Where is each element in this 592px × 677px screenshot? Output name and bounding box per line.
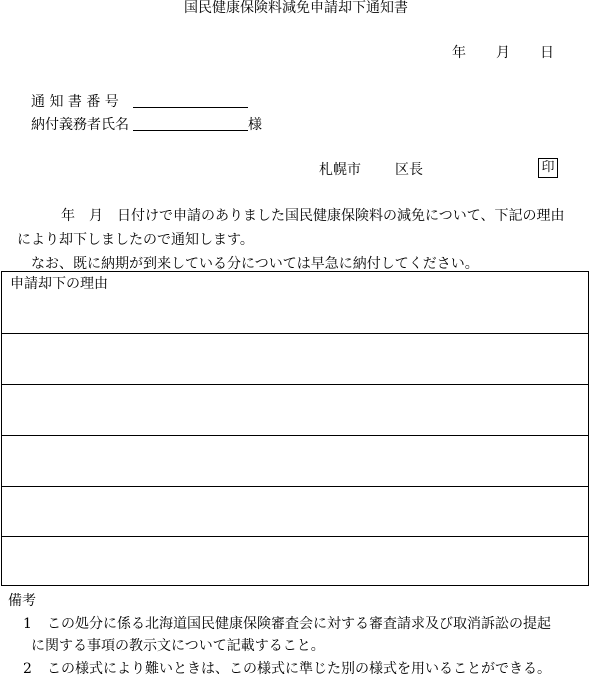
reason-row-divider <box>2 384 588 385</box>
reason-row-divider <box>2 435 588 436</box>
body-line-3: なお、既に納期が到来している分については早急に納付してください。 <box>31 256 479 272</box>
honorific-label: 様 <box>248 117 262 133</box>
reason-box-header: 申請却下の理由 <box>10 276 108 292</box>
reason-row-divider <box>2 486 588 487</box>
notice-number-field <box>133 107 248 108</box>
notice-number-label: 通 知 書 番 号 <box>31 94 119 110</box>
issuer-ward-chief: 区長 <box>395 162 423 178</box>
body-line-1: 年 月 日付けで申請のありました国民健康保険料の減免について、下記の理由 <box>61 208 565 224</box>
payer-name-field <box>133 130 248 131</box>
official-seal-box: 印 <box>538 158 558 178</box>
remarks-heading: 備考 <box>8 593 36 609</box>
payer-name-label: 納付義務者氏名 <box>31 117 129 133</box>
date-month-label: 月 <box>496 45 510 61</box>
date-day-label: 日 <box>540 45 554 61</box>
date-year-label: 年 <box>452 45 466 61</box>
remark-2-number: 2 <box>23 661 32 677</box>
remark-1-line-2: に関する事項の教示文について記載すること。 <box>31 638 325 654</box>
remark-1-number: 1 <box>23 616 32 632</box>
reason-box <box>1 271 589 586</box>
reason-row-divider <box>2 333 588 334</box>
body-line-2: により却下しましたので通知します。 <box>17 232 254 248</box>
issuer-city: 札幌市 <box>319 162 361 178</box>
page-title: 国民健康保険料減免申請却下通知書 <box>184 0 408 16</box>
remark-2-line-1: この様式により難いときは、この様式に準じた別の様式を用いることができる。 <box>47 661 551 677</box>
reason-row-divider <box>2 536 588 537</box>
remark-1-line-1: この処分に係る北海道国民健康保険審査会に対する審査請求及び取消訴訟の提起 <box>47 616 551 632</box>
